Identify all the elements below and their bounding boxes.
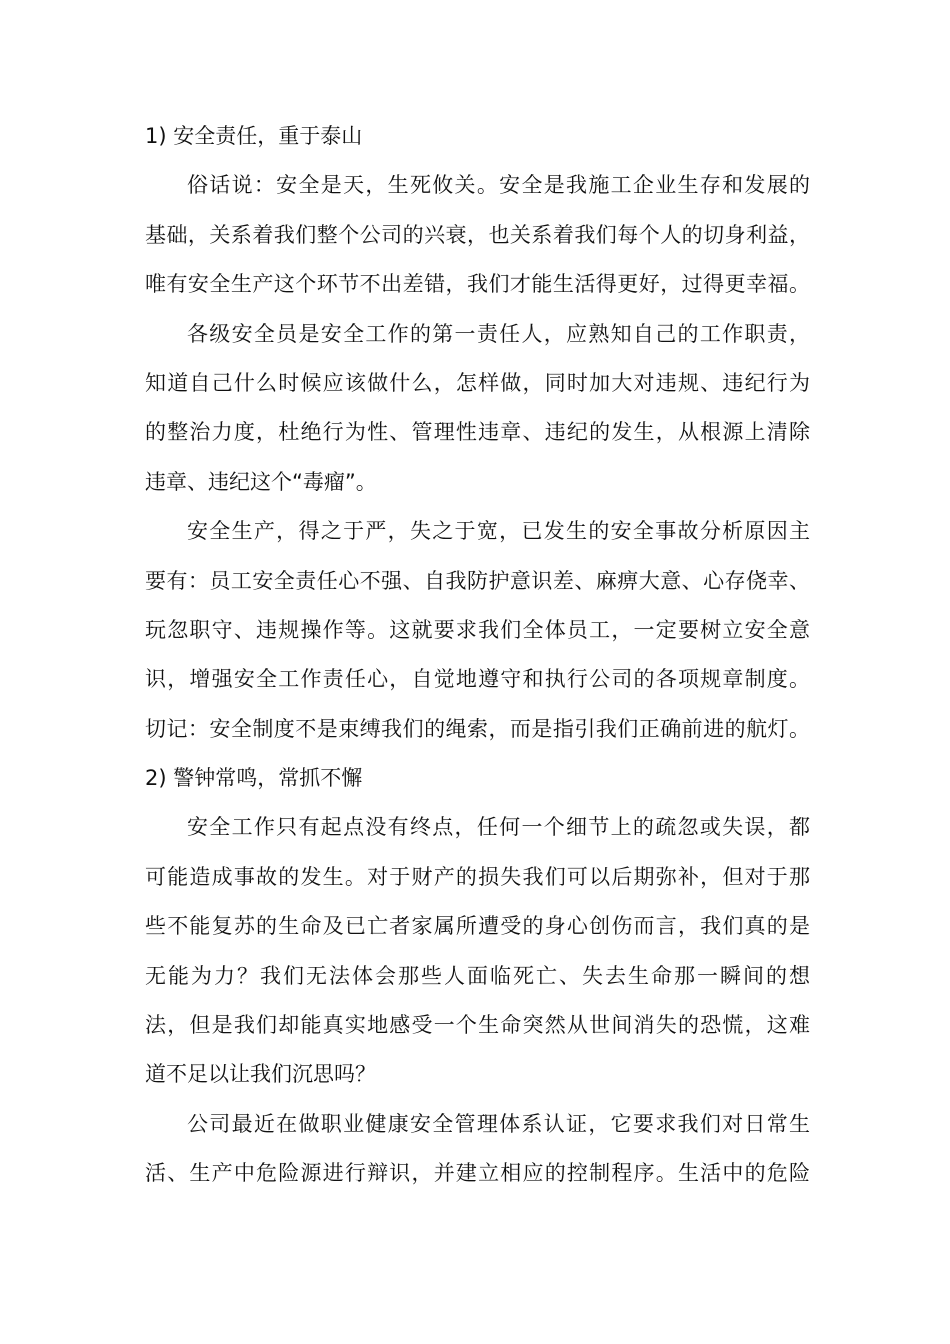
paragraph-line: 玩忽职守、违规操作等。这就要求我们全体员工，一定要树立安全意 xyxy=(145,617,810,642)
paragraph-line: 无能为力？我们无法体会那些人面临死亡、失去生命那一瞬间的想 xyxy=(145,963,810,988)
paragraph-line: 公司最近在做职业健康安全管理体系认证，它要求我们对日常生 xyxy=(187,1111,810,1136)
paragraph-line: 道不足以让我们沉思吗？ xyxy=(145,1062,376,1087)
paragraph-line: 违章、违纪这个“毒瘤”。 xyxy=(145,469,377,494)
paragraph-line: 知道自己什么时候应该做什么，怎样做，同时加大对违规、违纪行为 xyxy=(145,370,810,395)
document-body xyxy=(145,112,810,1199)
paragraph-line: 俗话说：安全是天，生死攸关。安全是我施工企业生存和发展的 xyxy=(187,173,810,198)
paragraph-line: 安全工作只有起点没有终点，任何一个细节上的疏忽或失误，都 xyxy=(187,815,810,840)
paragraph-line: 的整治力度，杜绝行为性、管理性违章、违纪的发生，从根源上清除 xyxy=(145,420,810,445)
paragraph-line: 法，但是我们却能真实地感受一个生命突然从世间消失的恐慌，这难 xyxy=(145,1013,810,1038)
paragraph-line: 各级安全员是安全工作的第一责任人，应熟知自己的工作职责， xyxy=(187,321,810,346)
paragraph-line: 些不能复苏的生命及已亡者家属所遭受的身心创伤而言，我们真的是 xyxy=(145,914,810,939)
paragraph-line: 安全生产，得之于严，失之于宽，已发生的安全事故分析原因主 xyxy=(187,519,810,544)
paragraph-line: 活、生产中危险源进行辩识，并建立相应的控制程序。生活中的危险 xyxy=(145,1161,810,1186)
paragraph-line: 识，增强安全工作责任心，自觉地遵守和执行公司的各项规章制度。 xyxy=(145,667,810,692)
paragraph-line: 唯有安全生产这个环节不出差错，我们才能生活得更好，过得更幸福。 xyxy=(145,272,810,297)
paragraph-line: 基础，关系着我们整个公司的兴衰，也关系着我们每个人的切身利益， xyxy=(145,222,810,247)
paragraph-line: 要有：员工安全责任心不强、自我防护意识差、麻痹大意、心存侥幸、 xyxy=(145,568,810,593)
paragraph-line: 可能造成事故的发生。对于财产的损失我们可以后期弥补，但对于那 xyxy=(145,864,810,889)
section-heading-2: 2) 警钟常鸣，常抓不懈 xyxy=(145,766,363,791)
section-heading-1: 1) 安全责任，重于泰山 xyxy=(145,124,363,148)
paragraph-line: 切记：安全制度不是束缚我们的绳索，而是指引我们正确前进的航灯。 xyxy=(145,716,810,741)
